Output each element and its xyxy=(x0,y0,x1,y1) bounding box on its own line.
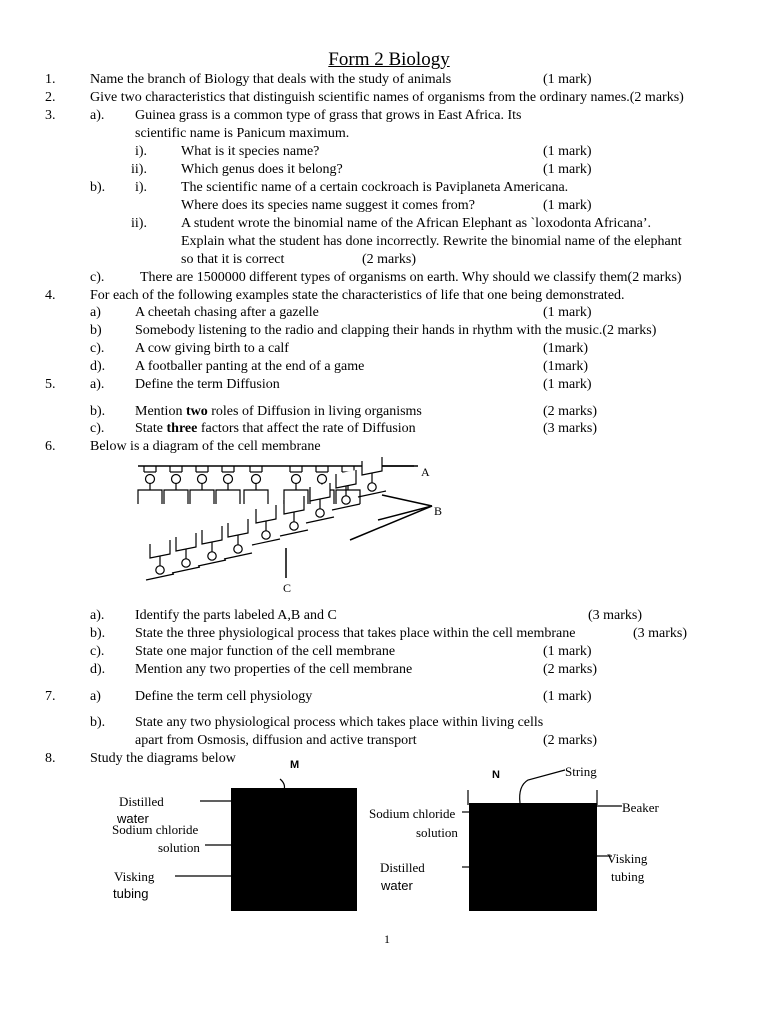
question-text: Mention two roles of Diffusion in living organisms xyxy=(135,404,422,419)
question-marks: (1 mark) xyxy=(543,377,592,392)
question-text: Identify the parts labeled A,B and C xyxy=(135,608,337,623)
question-text: Mention any two properties of the cell membrane xyxy=(135,662,413,677)
question-marks: (1 mark) xyxy=(543,689,592,704)
question-text: Give two characteristics that distinguish scientific names of organisms from the ordinary names.(2 marks) xyxy=(90,90,684,105)
question-text: Which genus does it belong? xyxy=(181,162,343,177)
question-text: State the three physiological process that takes place within the cell membrane xyxy=(135,626,576,641)
diagram-label-a: A xyxy=(421,465,430,479)
label-visking: Visking xyxy=(114,869,155,884)
question-text: A cheetah chasing after a gazelle xyxy=(135,305,319,320)
question-number: 7. xyxy=(45,689,56,704)
subquestion-label: b). xyxy=(90,715,106,730)
subquestion-label: d). xyxy=(90,359,106,374)
question-marks: (1 mark) xyxy=(543,144,592,159)
question-marks: (1 mark) xyxy=(543,305,592,320)
diagram-label-n: N xyxy=(492,769,500,781)
question-marks: (1 mark) xyxy=(543,644,592,659)
label-water: water xyxy=(381,878,413,893)
page-number: 1 xyxy=(384,932,390,946)
question-marks: (1mark) xyxy=(543,359,589,374)
label-solution: solution xyxy=(158,840,200,855)
question-number: 8. xyxy=(45,751,56,766)
subquestion-label: b). xyxy=(90,626,106,641)
subquestion-label: a) xyxy=(90,689,101,704)
subquestion-label: i). xyxy=(135,180,148,195)
question-text: There are 1500000 different types of organisms on earth. Why should we classify them(2 marks) xyxy=(140,270,682,285)
question-marks: (1 mark) xyxy=(543,72,592,87)
label-sodium-chloride: Sodium chloride xyxy=(112,822,199,837)
subquestion-label: b). xyxy=(90,404,106,419)
question-text: What is it species name? xyxy=(181,144,320,159)
question-number: 3. xyxy=(45,108,56,123)
question-text: Explain what the student has done incorrectly. Rewrite the binomial name of the elephant xyxy=(181,234,682,249)
question-marks: (3 marks) xyxy=(543,421,598,436)
question-marks: (2 marks) xyxy=(362,252,417,267)
label-sodium-chloride: Sodium chloride xyxy=(369,806,456,821)
label-tubing: tubing xyxy=(113,886,149,901)
question-text: A cow giving birth to a calf xyxy=(135,341,289,356)
question-text: For each of the following examples state the characteristics of life that one being demonstrated. xyxy=(90,288,625,303)
question-text: A student wrote the binomial name of the African Elephant as `loxodonta Africana’. xyxy=(181,216,652,231)
label-visking: Visking xyxy=(607,851,648,866)
question-number: 6. xyxy=(45,439,56,454)
question-marks: (2 marks) xyxy=(543,733,598,748)
question-text: Define the term cell physiology xyxy=(135,689,313,704)
question-marks: (3 marks) xyxy=(633,626,688,641)
label-tubing: tubing xyxy=(611,869,645,884)
question-text: Guinea grass is a common type of grass that grows in East Africa. Its xyxy=(135,108,522,123)
page-title: Form 2 Biology xyxy=(328,49,450,70)
subquestion-label: a). xyxy=(90,108,105,123)
question-text: scientific name is Panicum maximum. xyxy=(135,126,350,141)
question-marks: (2 marks) xyxy=(543,404,598,419)
label-distilled: Distilled xyxy=(119,794,164,809)
question-text: apart from Osmosis, diffusion and active transport xyxy=(135,733,417,748)
question-number: 2. xyxy=(45,90,56,105)
label-solution: solution xyxy=(416,825,458,840)
diagram-label-c: C xyxy=(283,581,292,595)
beaker-m-redacted xyxy=(231,788,357,911)
label-string: String xyxy=(565,764,597,779)
subquestion-label: i). xyxy=(135,144,148,159)
question-text: Study the diagrams below xyxy=(90,751,236,766)
subquestion-label: c). xyxy=(90,341,105,356)
label-beaker: Beaker xyxy=(622,800,659,815)
subquestion-label: c). xyxy=(90,421,105,436)
question-text: State three factors that affect the rate of Diffusion xyxy=(135,421,416,436)
question-number: 1. xyxy=(45,72,56,87)
subquestion-label: b). xyxy=(90,180,106,195)
question-text: State any two physiological process which takes place within living cells xyxy=(135,715,544,730)
question-marks: (1mark) xyxy=(543,341,589,356)
question-marks: (2 marks) xyxy=(543,662,598,677)
beaker-n-redacted xyxy=(469,803,597,911)
subquestion-label: c). xyxy=(90,270,105,285)
question-number: 5. xyxy=(45,377,56,392)
question-marks: (3 marks) xyxy=(588,608,643,623)
diagram-label-m: M xyxy=(290,759,300,771)
label-distilled: Distilled xyxy=(380,860,425,875)
question-text: Name the branch of Biology that deals with the study of animals xyxy=(90,72,452,87)
subquestion-label: ii). xyxy=(131,216,147,231)
question-text: State one major function of the cell membrane xyxy=(135,644,396,659)
question-text: Somebody listening to the radio and clapping their hands in rhythm with the music.(2 marks) xyxy=(135,323,657,338)
subquestion-label: a). xyxy=(90,377,105,392)
question-text: so that it is correct xyxy=(181,252,285,267)
subquestion-label: c). xyxy=(90,644,105,659)
question-text: Define the term Diffusion xyxy=(135,377,280,392)
question-number: 4. xyxy=(45,288,56,303)
question-marks: (1 mark) xyxy=(543,162,592,177)
question-marks: (1 mark) xyxy=(543,198,592,213)
question-text: Where does its species name suggest it comes from? xyxy=(181,198,475,213)
question-text: The scientific name of a certain cockroach is Paviplaneta Americana. xyxy=(181,180,569,195)
subquestion-label: a) xyxy=(90,305,101,320)
label-water: water xyxy=(117,811,149,826)
subquestion-label: d). xyxy=(90,662,106,677)
subquestion-label: ii). xyxy=(131,162,147,177)
question-text: A footballer panting at the end of a game xyxy=(135,359,365,374)
subquestion-label: a). xyxy=(90,608,105,623)
question-text: Below is a diagram of the cell membrane xyxy=(90,439,321,454)
diagram-label-b: B xyxy=(434,504,443,518)
subquestion-label: b) xyxy=(90,323,102,338)
